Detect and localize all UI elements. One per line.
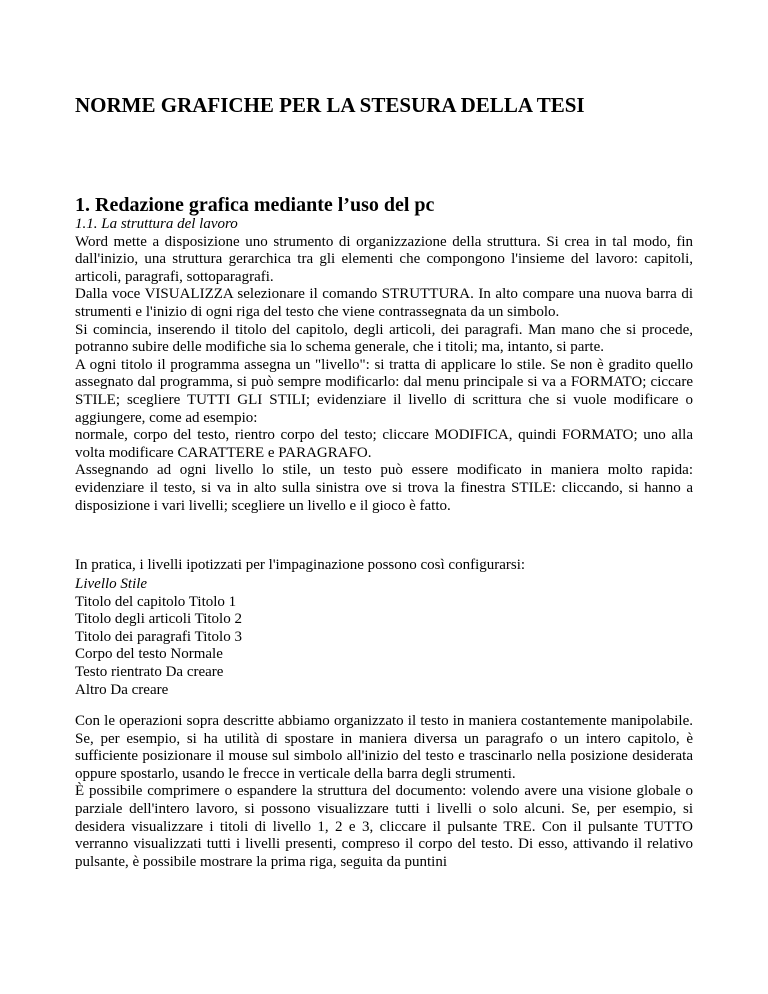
document-title: NORME GRAFICHE PER LA STESURA DELLA TESI <box>75 93 585 117</box>
section-heading-1: 1. Redazione grafica mediante l’uso del pc <box>75 194 435 216</box>
subsection-heading-1-1: 1.1. La struttura del lavoro <box>75 216 238 232</box>
paragraph: In pratica, i livelli ipotizzati per l'impaginazione possono così configurarsi: <box>75 557 526 573</box>
section-1-continued <box>75 713 693 871</box>
levels-table-row: Altro Da creare <box>75 681 169 698</box>
paragraph: Assegnando ad ogni livello lo stile, un testo può essere modificato in maniera molto rapida: evidenziare il testo, si va in alto sulla sinistra ove si trova la finestra STILE: cliccando, si hanno a disposizione i vari livelli; scegliere un livello e il gioco è fatto. <box>75 462 693 514</box>
paragraph: Con le operazioni sopra descritte abbiamo organizzato il testo in maniera costantemente manipolabile. Se, per esempio, si ha utilità di spostare in maniera diversa un paragrafo o un intero capitolo, è sufficiente posizionare il mouse sul simbolo all'inizio del testo e trascinarlo nella posizione desiderata oppure spostarlo, usando le frecce in verticale della barra degli strumenti. <box>75 713 693 782</box>
paragraph: È possibile comprimere o espandere la struttura del documento: volendo avere una visione globale o parziale dell'intero lavoro, si possono visualizzare tutti i livelli o solo alcuni. Se, per esempio, si desidera visualizzare i titoli di livello 1, 2 e 3, cliccare il pulsante TRE. Con il pulsante TUTTO verranno visualizzati tutti i livelli presenti, compreso il corpo del testo. Di esso, attivando il relativo pulsante, è possibile mostrare la prima riga, seguita da puntini <box>75 783 693 870</box>
levels-table-row: Titolo del capitolo Titolo 1 <box>75 593 237 610</box>
paragraph: normale, corpo del testo, rientro corpo del testo; cliccare MODIFICA, quindi FORMATO; uno alla volta modificare CARATTERE e PARAGRAFO. <box>75 427 693 461</box>
section-1-body <box>75 216 693 515</box>
paragraph: Dalla voce VISUALIZZA selezionare il comando STRUTTURA. In alto compare una nuova barra di strumenti e l'inizio di ogni riga del testo che viene contrassegnata da un simbolo. <box>75 286 693 320</box>
levels-table-row: Titolo degli articoli Titolo 2 <box>75 611 242 628</box>
levels-intro <box>75 557 693 575</box>
levels-table-header: Livello Stile <box>75 576 148 592</box>
levels-table-row: Titolo dei paragrafi Titolo 3 <box>75 628 242 645</box>
paragraph: A ogni titolo il programma assegna un "livello": si tratta di applicare lo stile. Se non è gradito quello assegnato dal programma, si può sempre modificarlo: dal menu principale si va a FORMATO; ciccare STILE; scegliere TUTTI GLI STILI; evidenziare il livello di scrittura che si vuole modificare o aggiungere, come ad esempio: <box>75 356 693 426</box>
levels-table <box>75 576 693 699</box>
paragraph: Word mette a disposizione uno strumento di organizzazione della struttura. Si crea in tal modo, fin dall'inizio, una struttura gerarchica tra gli elementi che compongono l'insieme del lavoro: capitoli, articoli, paragrafi, sottoparagrafi. <box>75 233 693 285</box>
levels-table-row: Corpo del testo Normale <box>75 646 223 663</box>
levels-table-row: Testo rientrato Da creare <box>75 663 224 680</box>
paragraph: Si comincia, inserendo il titolo del capitolo, degli articoli, dei paragrafi. Man mano che si procede, potranno subire delle modifiche sia lo schema generale, che i titoli; ma, intanto, si parte. <box>75 321 693 356</box>
